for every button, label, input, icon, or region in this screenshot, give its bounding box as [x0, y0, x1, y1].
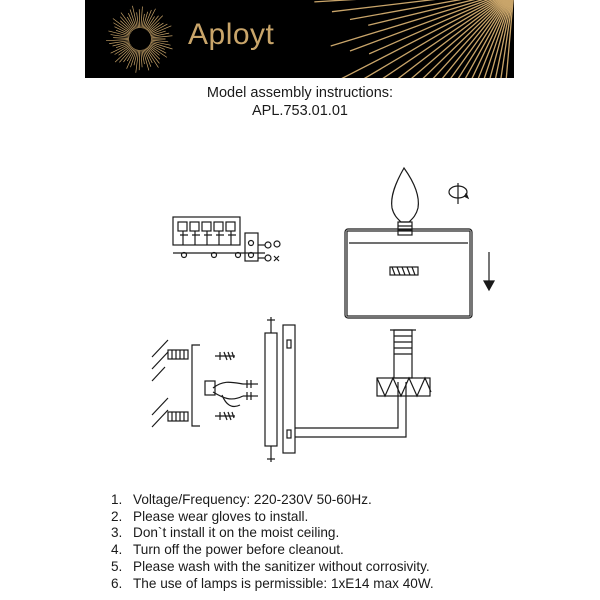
instruction-item: [111, 509, 434, 526]
socket-ring: [377, 378, 431, 396]
instruction-text: Voltage/Frequency: 220-230V 50-60Hz.: [133, 492, 372, 507]
instruction-item: [111, 576, 434, 593]
down-arrow-icon: [484, 252, 494, 290]
model-number: APL.753.01.01: [252, 103, 348, 119]
instruction-text: Please wash with the sanitizer without corrosivity.: [133, 558, 430, 574]
wall-hatching: [152, 340, 168, 427]
instruction-item: [111, 525, 434, 542]
wall-plug-bottom: [168, 412, 188, 421]
instruction-number: 2.: [111, 508, 123, 524]
lamp-socket: [390, 330, 416, 378]
screw-bottom: [215, 412, 235, 420]
lampshade: [345, 229, 472, 318]
instruction-number: 4.: [111, 542, 123, 558]
mounting-bracket: [192, 345, 200, 426]
sconce-arm: [295, 382, 406, 437]
brand-name: Aployt: [188, 18, 275, 51]
instruction-number: 3.: [111, 525, 123, 541]
instruction-number: 5.: [111, 558, 123, 574]
instruction-text: The use of lamps is permissible: 1xE14 max 40W.: [133, 575, 434, 591]
instruction-number: 6.: [111, 575, 123, 591]
terminal-block: [173, 217, 280, 261]
e14-candle-bulb: [392, 168, 419, 235]
instruction-item: [111, 542, 434, 559]
instruction-item: [111, 559, 434, 576]
instruction-number: 1.: [111, 492, 123, 507]
back-plate: [265, 317, 295, 462]
wall-plug-top: [168, 350, 188, 359]
instruction-item: [111, 492, 434, 509]
instruction-text: Turn off the power before cleanout.: [133, 542, 344, 558]
instruction-text: Please wear gloves to install.: [133, 508, 309, 524]
title-line-1: Model assembly instructions:: [206, 85, 394, 101]
wire-junction: [205, 380, 258, 407]
screw-top: [215, 352, 235, 360]
instruction-text: Don`t install it on the moist ceiling.: [133, 525, 340, 541]
rotate-icon: [449, 183, 468, 204]
instruction-list: [111, 492, 434, 592]
